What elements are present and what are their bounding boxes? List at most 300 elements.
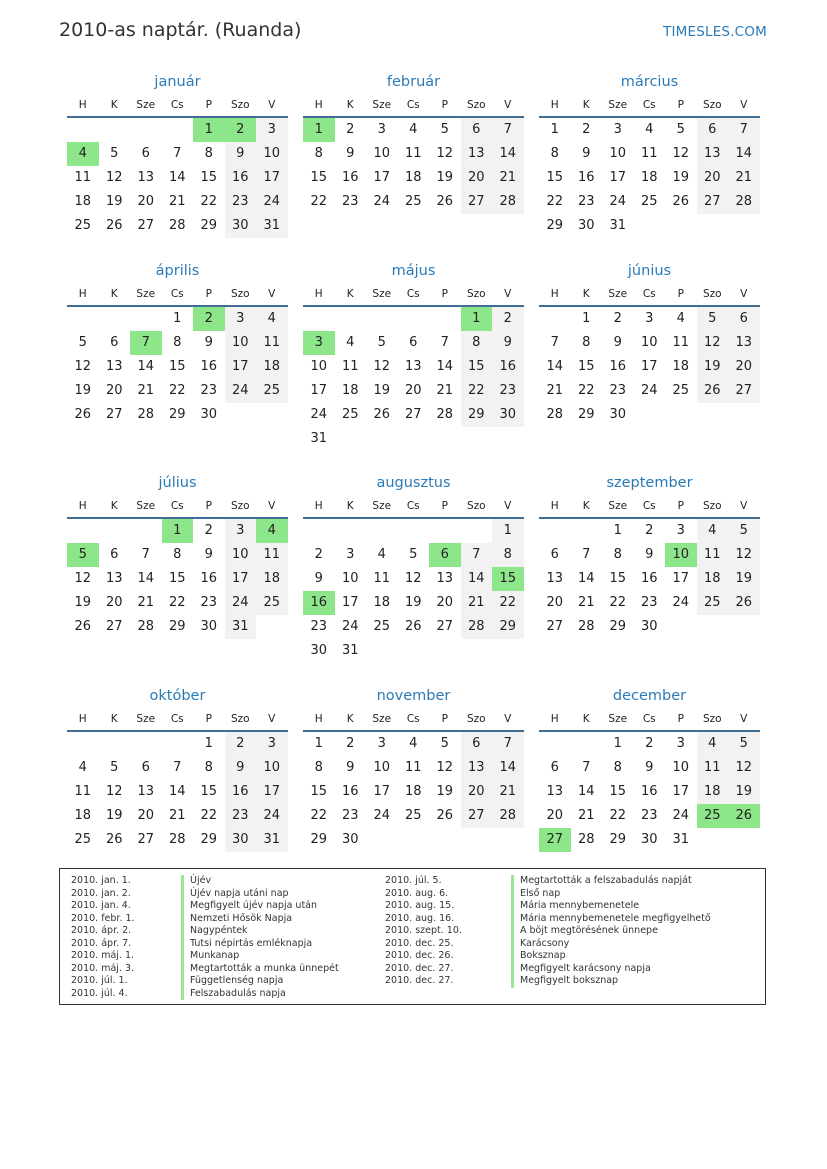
holiday-row [385,888,685,901]
weekday-label: Szo [466,500,486,512]
holiday-date: 2010. jan. 1. [71,875,131,886]
weekday-label: Cs [170,500,184,512]
weekday-label: V [740,288,748,300]
day-cell: 17 [640,359,658,374]
weekday-label: P [677,713,684,725]
weekday-header [67,706,288,732]
day-cell: 15 [200,784,218,799]
day-cell: 1 [613,523,622,538]
weekday-label: Sze [608,99,628,111]
empty-day-cell [697,214,729,238]
page-title: 2010-as naptár. (Ruanda) [59,19,302,41]
day-cell: 9 [645,547,654,562]
empty-day-cell [429,307,461,331]
day-cell: 31 [256,214,288,238]
day-cell: 13 [436,571,454,586]
day-cell: 26 [404,619,422,634]
empty-day-cell [429,519,461,543]
day-cell: 10 [225,543,257,567]
day-cell: 12 [404,571,422,586]
day-cell: 13 [137,784,155,799]
day-cell: 1 [204,736,213,751]
day-cell: 13 [137,170,155,185]
day-cell: 31 [310,431,328,446]
weekday-label: H [78,713,87,725]
day-cell: 21 [492,166,524,190]
day-cell: 18 [74,808,92,823]
holiday-row [385,912,711,926]
day-grid [303,732,524,852]
day-cell: 11 [697,756,729,780]
weekday-label: Sze [608,713,628,725]
holiday-name: Megfigyelt karácsony napja [511,963,651,976]
day-cell: 27 [728,379,760,403]
weekday-label: P [677,288,684,300]
day-cell: 1 [582,311,591,326]
day-cell: 19 [697,355,729,379]
day-cell: 20 [697,166,729,190]
day-cell: 21 [577,595,595,610]
day-cell: 3 [645,311,654,326]
month-name: február [386,74,441,90]
holiday-name: Újév napja utáni nap [181,888,289,901]
day-cell: 31 [672,832,690,847]
empty-day-cell [492,427,524,451]
site-link[interactable]: TIMESLES.COM [663,24,767,40]
day-cell: 24 [256,804,288,828]
empty-day-cell [461,828,493,852]
weekday-label: K [582,99,590,111]
day-cell: 21 [137,595,155,610]
empty-day-cell [130,519,162,543]
day-cell: 11 [373,571,391,586]
day-cell: 21 [436,383,454,398]
weekday-label: H [550,500,559,512]
day-cell: 19 [373,383,391,398]
day-cell: 22 [461,379,493,403]
weekday-label: Sze [136,288,156,300]
day-cell: 18 [373,595,391,610]
day-cell: 2 [346,122,355,137]
day-cell: 14 [137,359,155,374]
empty-day-cell [665,403,697,427]
day-cell: 11 [404,146,422,161]
holiday-row [71,975,371,988]
day-cell: 12 [105,170,123,185]
holiday-name: Nemzeti Hősök Napja [181,913,292,926]
day-cell: 29 [609,832,627,847]
day-cell: 24 [373,194,391,209]
day-cell: 22 [546,194,564,209]
holiday-row [385,938,685,951]
day-cell: 12 [105,784,123,799]
holiday-day-cell: 1 [461,307,493,331]
weekday-label: K [582,500,590,512]
day-cell: 3 [346,547,355,562]
holiday-day-cell: 25 [697,804,729,828]
day-grid [67,519,288,639]
day-cell: 12 [74,571,92,586]
holiday-name: Első nap [511,888,560,901]
day-cell: 6 [728,307,760,331]
weekday-header [303,281,524,307]
day-cell: 6 [110,547,119,562]
day-cell: 5 [78,335,87,350]
day-cell: 7 [492,118,524,142]
day-cell: 4 [78,760,87,775]
holiday-day-cell: 7 [130,331,162,355]
weekday-label: V [504,99,512,111]
day-cell: 5 [110,760,119,775]
empty-day-cell [571,732,603,756]
weekday-header [303,706,524,732]
day-cell: 18 [256,355,288,379]
weekday-label: K [110,288,118,300]
empty-day-cell [99,307,131,331]
day-cell: 14 [436,359,454,374]
day-cell: 2 [346,736,355,751]
weekday-label: Cs [170,713,184,725]
day-grid [303,307,524,451]
day-cell: 11 [256,543,288,567]
day-cell: 5 [377,335,386,350]
day-cell: 6 [409,335,418,350]
day-cell: 21 [577,808,595,823]
weekday-label: Cs [170,99,184,111]
month-name: június [627,263,672,279]
day-cell: 3 [613,122,622,137]
day-cell: 13 [461,142,493,166]
day-cell: 11 [672,335,690,350]
day-cell: 24 [672,808,690,823]
holiday-list [59,868,766,1005]
weekday-header [539,92,760,118]
weekday-label: H [550,713,559,725]
day-cell: 7 [492,732,524,756]
day-cell: 26 [672,194,690,209]
day-cell: 3 [676,736,685,751]
day-cell: 26 [697,379,729,403]
day-cell: 10 [310,359,328,374]
day-cell: 7 [582,760,591,775]
weekday-header [539,281,760,307]
day-cell: 26 [105,218,123,233]
day-cell: 30 [609,407,627,422]
weekday-label: Sze [136,99,156,111]
holiday-name: Nagypéntek [181,925,248,938]
day-cell: 22 [577,383,595,398]
day-cell: 21 [492,780,524,804]
day-cell: 17 [672,784,690,799]
empty-day-cell [728,615,760,639]
weekday-label: H [314,99,323,111]
holiday-day-cell: 27 [539,828,571,852]
day-cell: 17 [341,595,359,610]
day-cell: 8 [204,760,213,775]
day-cell: 26 [74,407,92,422]
day-cell: 20 [105,595,123,610]
day-cell: 11 [404,760,422,775]
day-cell: 31 [341,643,359,658]
weekday-label: P [205,500,212,512]
day-cell: 9 [314,571,323,586]
day-cell: 8 [314,146,323,161]
weekday-label: Cs [406,288,420,300]
day-cell: 17 [256,166,288,190]
weekday-label: Sze [608,288,628,300]
day-cell: 31 [609,218,627,233]
holiday-row [71,875,371,888]
day-cell: 10 [373,760,391,775]
day-cell: 21 [168,808,186,823]
day-cell: 28 [492,804,524,828]
day-cell: 22 [200,808,218,823]
holiday-name: A böjt megtörésének ünnepe [511,925,658,938]
day-cell: 28 [728,190,760,214]
day-cell: 30 [577,218,595,233]
day-grid [539,118,760,238]
month-augusztus [303,473,524,663]
weekday-label: Cs [406,713,420,725]
day-cell: 16 [200,571,218,586]
weekday-header [67,493,288,519]
day-cell: 19 [105,808,123,823]
empty-day-cell [99,732,131,756]
day-cell: 8 [613,547,622,562]
weekday-label: K [110,500,118,512]
day-cell: 1 [314,736,323,751]
month-name: március [620,74,679,90]
day-cell: 17 [672,571,690,586]
day-cell: 18 [404,784,422,799]
empty-day-cell [130,307,162,331]
holiday-name: Megtartották a felszabadulás napját [511,875,692,888]
empty-day-cell [492,639,524,663]
day-cell: 12 [697,331,729,355]
day-cell: 8 [204,146,213,161]
day-cell: 12 [728,543,760,567]
day-cell: 15 [168,359,186,374]
day-cell: 29 [200,832,218,847]
weekday-label: Sze [372,500,392,512]
empty-day-cell [335,307,367,331]
day-cell: 2 [613,311,622,326]
day-cell: 27 [436,619,454,634]
holiday-date: 2010. júl. 1. [71,975,128,986]
day-cell: 18 [672,359,690,374]
empty-day-cell [67,307,99,331]
day-cell: 1 [173,311,182,326]
day-cell: 22 [168,383,186,398]
day-cell: 18 [697,567,729,591]
weekday-label: Sze [372,288,392,300]
month-szeptember [539,473,760,639]
day-cell: 26 [436,194,454,209]
holiday-date: 2010. máj. 3. [71,962,135,974]
day-cell: 8 [314,760,323,775]
holiday-date: 2010. dec. 27. [385,962,454,974]
day-cell: 9 [613,335,622,350]
empty-day-cell [571,519,603,543]
day-cell: 23 [609,383,627,398]
weekday-label: Szo [466,288,486,300]
holiday-list-right-column [385,875,711,988]
holiday-row [71,900,371,913]
day-cell: 13 [697,142,729,166]
holiday-row [71,938,371,951]
day-cell: 22 [609,808,627,823]
day-cell: 6 [461,118,493,142]
month-május [303,261,524,451]
month-name: január [154,74,201,90]
day-cell: 24 [640,383,658,398]
day-cell: 20 [728,355,760,379]
empty-day-cell [429,828,461,852]
day-cell: 24 [672,595,690,610]
day-cell: 13 [546,784,564,799]
weekday-label: Cs [642,99,656,111]
day-cell: 25 [341,407,359,422]
weekday-label: V [740,713,748,725]
day-cell: 29 [168,619,186,634]
day-cell: 23 [640,808,658,823]
weekday-label: P [205,713,212,725]
day-cell: 26 [105,832,123,847]
day-cell: 2 [225,732,257,756]
weekday-label: V [268,713,276,725]
day-cell: 9 [582,146,591,161]
day-cell: 23 [341,194,359,209]
day-cell: 5 [440,736,449,751]
weekday-label: Szo [702,99,722,111]
day-cell: 25 [74,218,92,233]
day-cell: 13 [105,571,123,586]
weekday-label: K [582,288,590,300]
empty-day-cell [366,427,398,451]
day-cell: 6 [461,732,493,756]
weekday-label: V [740,500,748,512]
holiday-day-cell: 2 [193,307,225,331]
day-cell: 19 [436,170,454,185]
weekday-label: Cs [406,500,420,512]
holiday-name: Boksznap [511,950,566,963]
day-cell: 3 [377,122,386,137]
weekday-header [67,92,288,118]
empty-day-cell [398,639,430,663]
empty-day-cell [665,615,697,639]
day-cell: 30 [341,832,359,847]
holiday-date: 2010. ápr. 7. [71,937,132,949]
day-cell: 28 [461,615,493,639]
day-cell: 29 [492,615,524,639]
empty-day-cell [634,214,666,238]
day-cell: 28 [168,832,186,847]
month-name: augusztus [376,475,451,491]
month-november [303,686,524,852]
day-cell: 14 [168,784,186,799]
day-cell: 13 [728,331,760,355]
weekday-label: V [740,99,748,111]
weekday-label: Cs [170,288,184,300]
day-cell: 14 [461,567,493,591]
day-cell: 16 [609,359,627,374]
day-cell: 4 [697,732,729,756]
empty-day-cell [429,639,461,663]
day-cell: 15 [168,571,186,586]
holiday-day-cell: 4 [256,519,288,543]
day-cell: 16 [577,170,595,185]
day-cell: 5 [110,146,119,161]
day-cell: 24 [609,194,627,209]
weekday-label: V [504,288,512,300]
empty-day-cell [335,427,367,451]
day-cell: 19 [404,595,422,610]
weekday-label: H [78,500,87,512]
weekday-label: V [504,713,512,725]
day-cell: 27 [105,407,123,422]
day-cell: 6 [110,335,119,350]
day-cell: 23 [492,379,524,403]
holiday-date: 2010. júl. 5. [385,875,442,886]
day-cell: 10 [256,756,288,780]
empty-day-cell [130,118,162,142]
day-cell: 26 [373,407,391,422]
holiday-date: 2010. máj. 1. [71,950,135,961]
day-cell: 24 [225,591,257,615]
day-cell: 8 [550,146,559,161]
holiday-row [385,963,685,976]
day-cell: 9 [492,331,524,355]
day-cell: 19 [105,194,123,209]
day-cell: 31 [256,828,288,852]
day-cell: 26 [436,808,454,823]
day-cell: 8 [492,543,524,567]
day-cell: 23 [225,804,257,828]
day-cell: 15 [461,355,493,379]
day-cell: 15 [310,784,328,799]
empty-day-cell [461,639,493,663]
day-cell: 30 [640,832,658,847]
weekday-label: P [205,99,212,111]
holiday-row [385,975,685,988]
empty-day-cell [162,118,194,142]
day-cell: 13 [461,756,493,780]
weekday-label: V [504,500,512,512]
weekday-label: Szo [702,713,722,725]
day-cell: 28 [577,832,595,847]
day-cell: 10 [256,142,288,166]
day-cell: 5 [697,307,729,331]
empty-day-cell [256,403,288,427]
holiday-date: 2010. jan. 2. [71,887,131,899]
day-cell: 28 [137,407,155,422]
day-cell: 4 [409,736,418,751]
weekday-label: P [441,713,448,725]
day-cell: 4 [645,122,654,137]
weekday-label: V [268,500,276,512]
holiday-day-cell: 6 [429,543,461,567]
day-cell: 18 [256,567,288,591]
holiday-row [71,913,371,926]
weekday-label: K [582,713,590,725]
day-cell: 5 [728,732,760,756]
day-cell: 16 [640,571,658,586]
month-name: május [391,263,436,279]
empty-day-cell [398,427,430,451]
day-cell: 15 [609,784,627,799]
day-cell: 12 [728,756,760,780]
day-cell: 30 [200,407,218,422]
